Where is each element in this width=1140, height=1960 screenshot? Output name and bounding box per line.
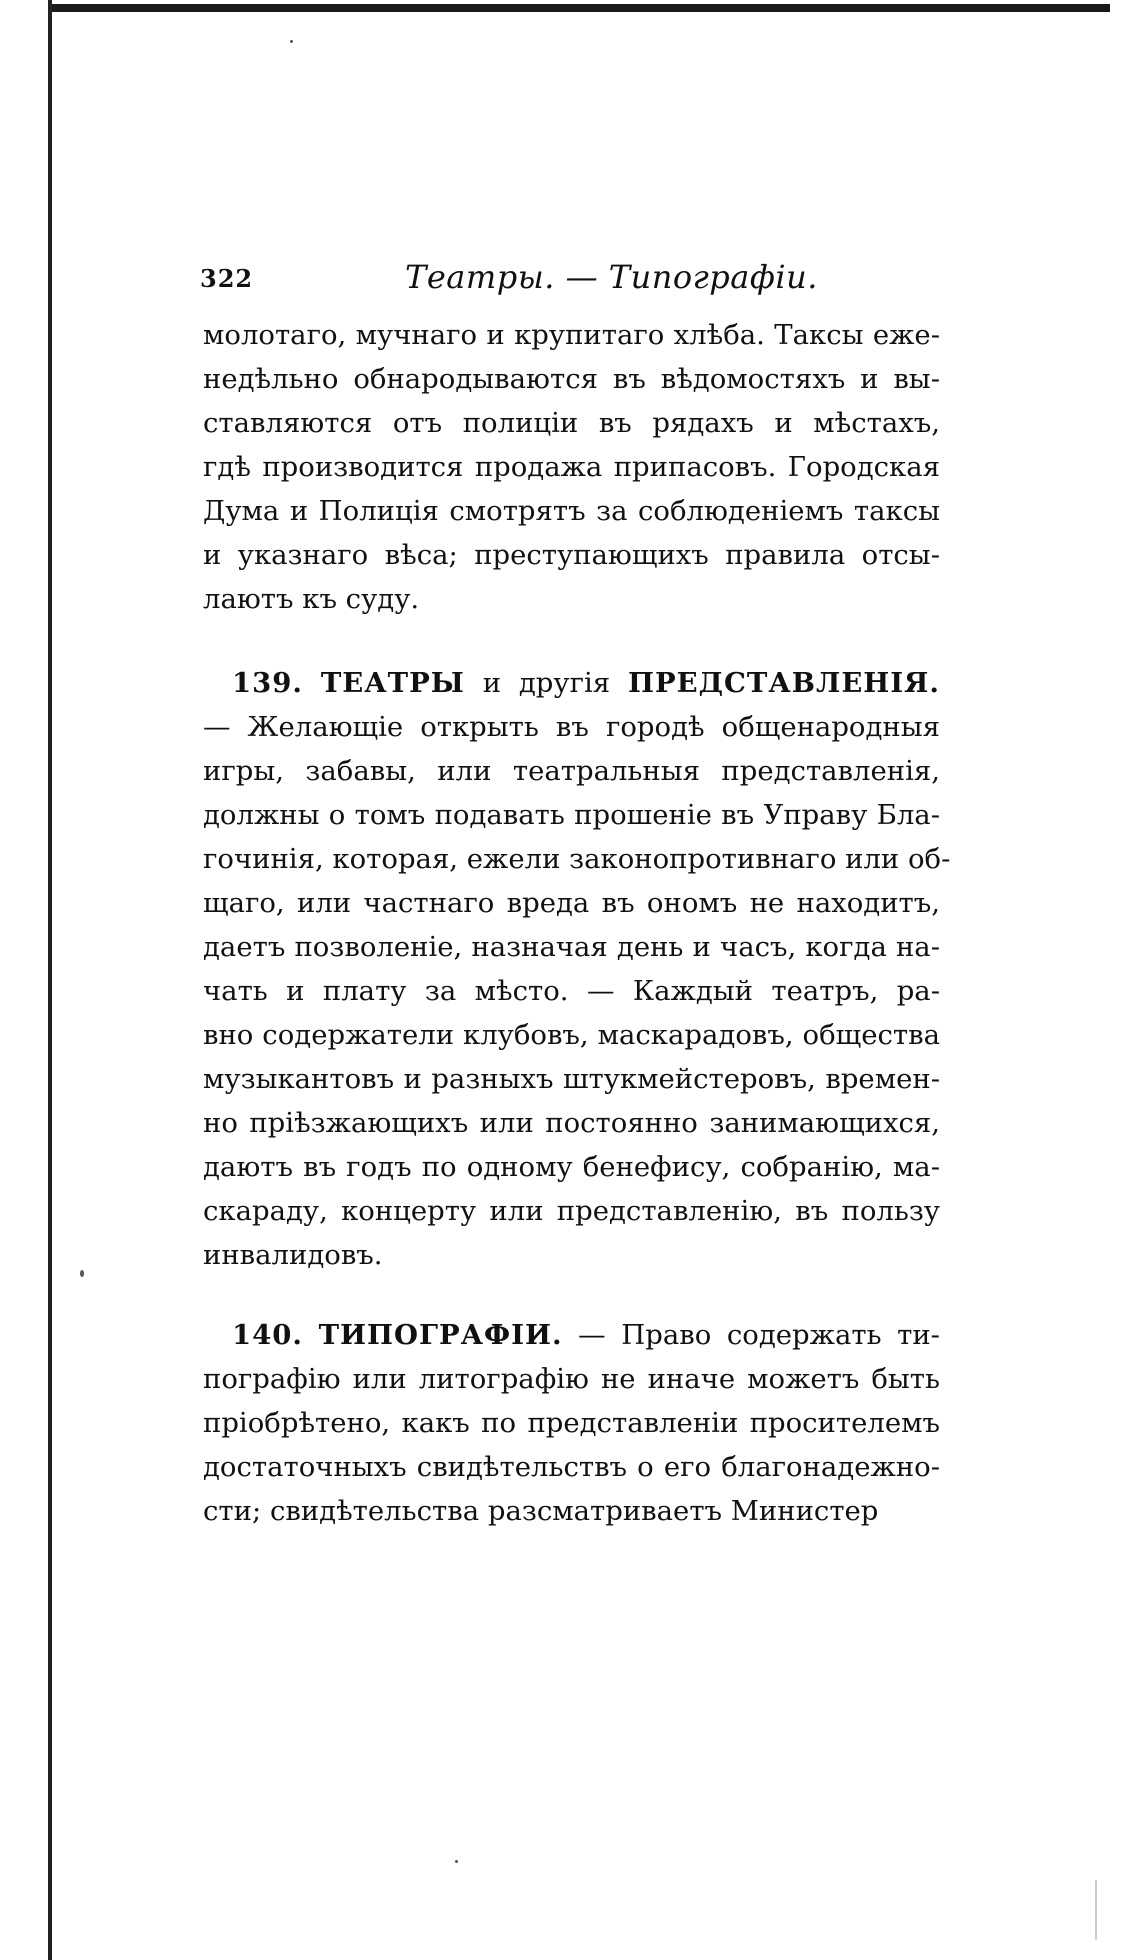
- text-line: ставляются отъ полиціи въ рядахъ и мѣстахъ,: [203, 407, 940, 439]
- text-line: пріобрѣтено, какъ по представленіи просителемъ: [203, 1407, 940, 1439]
- text-line: гочинія, которая, ежели законопротивнаго или об-: [203, 843, 951, 875]
- text-line: вно содержатели клубовъ, маскарадовъ, общества: [203, 1019, 940, 1051]
- section-number: 139.: [232, 667, 303, 699]
- text-line: недѣльно обнародываются въ вѣдомостяхъ и вы-: [203, 363, 940, 395]
- text-line: даютъ въ годъ по одному бенефису, собранію, ма-: [203, 1151, 940, 1183]
- running-head: Театры. — Типографіи.: [405, 258, 818, 296]
- scan-speck: [1095, 1880, 1097, 1940]
- section-number: 140.: [232, 1319, 303, 1351]
- text-line: пографію или литографію не иначе можетъ быть: [203, 1363, 940, 1395]
- section-heading: [232, 1319, 940, 1351]
- section-connector: и другія: [482, 667, 611, 699]
- scan-speck: [290, 40, 293, 43]
- text-line: игры, забавы, или театральныя представленія,: [203, 755, 940, 787]
- page-number: 322: [200, 264, 254, 293]
- text-line: лаютъ къ суду.: [203, 583, 420, 615]
- text-line: сти; свидѣтельства разсматриваетъ Министер: [203, 1495, 879, 1527]
- page-left-edge: [48, 0, 52, 1960]
- text-line: чать и плату за мѣсто. — Каждый театръ, ра-: [203, 975, 940, 1007]
- text-line: Дума и Полиція смотрятъ за соблюденіемъ таксы: [203, 495, 940, 527]
- text-line: достаточныхъ свидѣтельствъ о его благонадежно-: [203, 1451, 940, 1483]
- scan-speck: [455, 1860, 458, 1863]
- text-line: молотаго, мучнаго и крупитаго хлѣба. Таксы еже-: [203, 319, 940, 351]
- section-heading: [232, 667, 940, 699]
- section-title: ТИПОГРАФІИ.: [318, 1319, 563, 1351]
- text-line: должны о томъ подавать прошеніе въ Управу Бла-: [203, 799, 940, 831]
- section-title: ПРЕДСТАВЛЕНІЯ.: [627, 667, 940, 699]
- text-line: скараду, концерту или представленію, въ пользу: [203, 1195, 940, 1227]
- text-line: музыкантовъ и разныхъ штукмейстеровъ, времен-: [203, 1063, 940, 1095]
- section-title: ТЕАТРЫ: [320, 667, 465, 699]
- text-line: даетъ позволеніе, назначая день и часъ, когда на-: [203, 931, 940, 963]
- text-line: но пріѣзжающихъ или постоянно занимающихся,: [203, 1107, 940, 1139]
- text-line: инвалидовъ.: [203, 1239, 383, 1271]
- text-line: щаго, или частнаго вреда въ ономъ не находитъ,: [203, 887, 940, 919]
- page-header: [200, 258, 970, 302]
- text-line: гдѣ производится продажа припасовъ. Городская: [203, 451, 940, 483]
- page-top-border: [50, 4, 1110, 12]
- section-lead-text: — Право содержать ти-: [578, 1319, 940, 1351]
- text-line: и указнаго вѣса; преступающихъ правила отсы-: [203, 539, 940, 571]
- scan-speck: [80, 1270, 84, 1277]
- text-line: — Желающіе открыть въ городѣ общенародныя: [203, 711, 940, 743]
